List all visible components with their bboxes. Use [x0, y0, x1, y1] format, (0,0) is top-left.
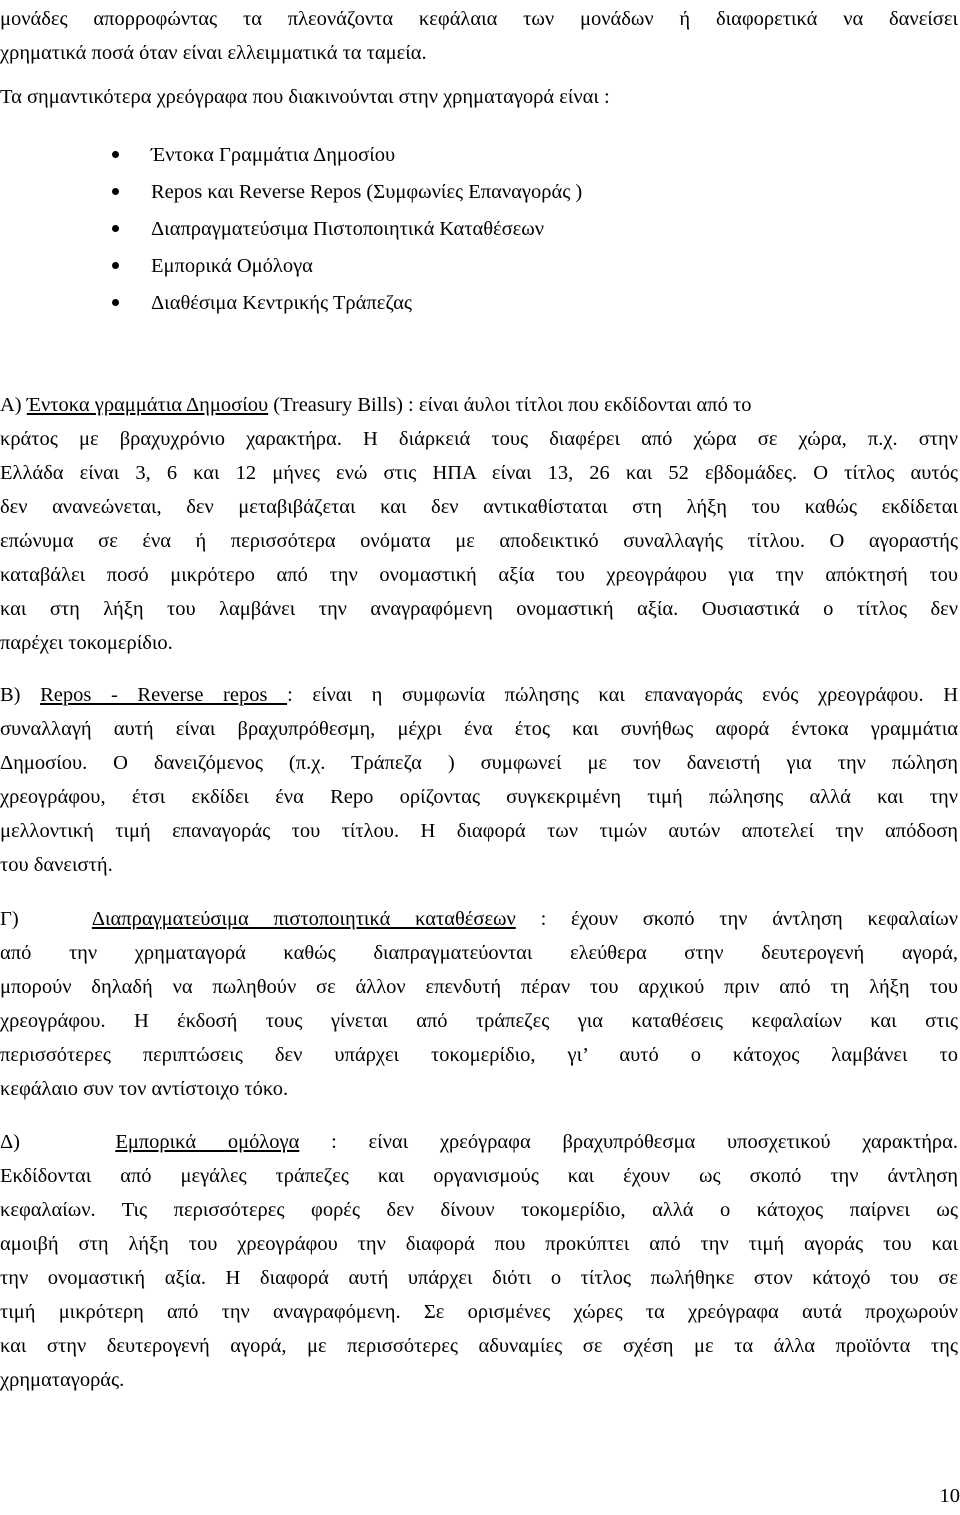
section-a-paragraph [0, 388, 958, 660]
text-line: Γ) Διαπραγματεύσιμα πιστοποιητικά καταθέσεων : έχουν σκοπό την άντληση κεφαλαίων [0, 908, 958, 930]
list-item: Διαπραγματεύσιμα Πιστοποιητικά Καταθέσεων [0, 211, 958, 248]
intro-lead [0, 80, 958, 114]
text-line: Α) Έντοκα γραμμάτια Δημοσίου (Treasury Bills) : είναι άυλοι τίτλοι που εκδίδονται από το [0, 394, 752, 416]
bullet-icon [112, 151, 119, 158]
text-line: του δανειστή. [0, 854, 113, 876]
text-line: καταβάλει ποσό μικρότερο από την ονομαστική αξία του χρεογράφου για την απόκτησή του [0, 564, 958, 586]
section-c-paragraph [0, 902, 958, 1106]
securities-list [0, 137, 958, 322]
text-line: αμοιβή στη λήξη του χρεογράφου την διαφορά που προκύπτει από την τιμή αγοράς του και [0, 1233, 958, 1255]
text-line: μπορούν δηλαδή να πωληθούν σε άλλον επενδυτή πέραν του αρχικού πριν από τη λήξη του [0, 976, 958, 998]
list-item: Εμπορικά Ομόλογα [0, 248, 958, 285]
text-line: μελλοντική τιμή επαναγοράς του τίτλου. Η διαφορά των τιμών αυτών αποτελεί την απόδοση [0, 820, 958, 842]
list-item: Repos και Reverse Repos (Συμφωνίες Επαναγοράς ) [0, 174, 958, 211]
text-line: χρεογράφου, έτσι εκδίδει ένα Repo ορίζοντας συγκεκριμένη τιμή πώλησης αλλά και την [0, 786, 958, 808]
list-item: Έντοκα Γραμμάτια Δημοσίου [0, 137, 958, 174]
text-line: και στην δευτερογενή αγορά, με περισσότερες αδυναμίες σε σχέση με τα άλλα προϊόντα της [0, 1335, 958, 1357]
bullet-icon [112, 262, 119, 269]
section-d-term: Εμπορικά ομόλογα [115, 1131, 300, 1153]
section-a-term: Έντοκα γραμμάτια Δημοσίου [26, 394, 269, 416]
bullet-icon [112, 299, 119, 306]
text-line: Τα σημαντικότερα χρεόγραφα που διακινούνται στην χρηματαγορά είναι : [0, 86, 610, 108]
text-line: χρηματαγοράς. [0, 1369, 125, 1391]
text-line: κεφάλαιο συν τον αντίστοιχο τόκο. [0, 1078, 289, 1100]
text-line: κράτος με βραχυχρόνιο χαρακτήρα. Η διάρκειά τους διαφέρει από χώρα σε χώρα, π.χ. στην [0, 428, 958, 450]
text-line: την ονομαστική αξία. Η διαφορά αυτή υπάρχει διότι ο τίτλος πωλήθηκε στον κάτοχό του σε [0, 1267, 958, 1289]
text-line: συναλλαγή αυτή είναι βραχυπρόθεσμη, μέχρι ένα έτος και συνήθως αφορά έντοκα γραμμάτια [0, 718, 958, 740]
text-line: περισσότερες περιπτώσεις δεν υπάρχει τοκομερίδιο, γι’ αυτό ο κάτοχος λαμβάνει το [0, 1044, 958, 1066]
list-item: Διαθέσιμα Κεντρικής Τράπεζας [0, 285, 958, 322]
text-line: τιμή μικρότερη από την αναγραφόμενη. Σε ορισμένες χώρες τα χρεόγραφα αυτά προχωρούν [0, 1301, 958, 1323]
text-line: Ελλάδα είναι 3, 6 και 12 μήνες ενώ στις ΗΠΑ είναι 13, 26 και 52 εβδομάδες. Ο τίτλος αυτός [0, 462, 958, 484]
text-line: επώνυμα σε ένα ή περισσότερα ονόματα με αποδεικτικό συναλλαγής τίτλου. Ο αγοραστής [0, 530, 958, 552]
text-line: και στη λήξη του λαμβάνει την αναγραφόμενη ονομαστική αξία. Ουσιαστικά ο τίτλος δεν [0, 598, 958, 620]
text-line: Β) Repos - Reverse repos : είναι η συμφωνία πώλησης και επαναγοράς ενός χρεογράφου. Η [0, 684, 958, 706]
text-line: Εκδίδονται από μεγάλες τράπεζες και οργανισμούς και έχουν ως σκοπό την άντληση [0, 1165, 958, 1187]
text-line: από την χρηματαγορά καθώς διαπραγματεύονται ελεύθερα στην δευτερογενή αγορά, [0, 942, 958, 964]
text-line: Δημοσίου. Ο δανειζόμενος (π.χ. Τράπεζα ) συμφωνεί με τον δανειστή για την πώληση [0, 752, 958, 774]
section-b-term: Repos - Reverse repos [40, 684, 288, 706]
text-line: χρεογράφου. Η έκδοσή τους γίνεται από τράπεζες για καταθέσεις κεφαλαίων και στις [0, 1010, 958, 1032]
text-line: Δ) Εμπορικά ομόλογα : είναι χρεόγραφα βραχυπρόθεσμα υποσχετικού χαρακτήρα. [0, 1131, 959, 1153]
bullet-icon [112, 188, 119, 195]
section-d-paragraph [0, 1125, 958, 1397]
section-c-term: Διαπραγματεύσιμα πιστοποιητικά καταθέσεων [91, 908, 516, 930]
text-line: χρηματικά ποσά όταν είναι ελλειμματικά τα ταμεία. [0, 42, 427, 64]
text-line: κεφαλαίων. Τις περισσότερες φορές δεν δίνουν τοκομερίδιο, αλλά ο κάτοχος παίρνει ως [0, 1199, 958, 1221]
page-number: 10 [939, 1485, 960, 1507]
bullet-icon [112, 225, 119, 232]
text-line: παρέχει τοκομερίδιο. [0, 632, 173, 654]
intro-paragraph [0, 2, 958, 70]
text-line: μονάδες απορροφώντας τα πλεονάζοντα κεφάλαια των μονάδων ή διαφορετικά να δανείσει [0, 8, 958, 30]
section-b-paragraph [0, 678, 958, 882]
text-line: δεν ανανεώνεται, δεν μεταβιβάζεται και δεν αντικαθίσταται στη λήξη του καθώς εκδίδεται [0, 496, 958, 518]
